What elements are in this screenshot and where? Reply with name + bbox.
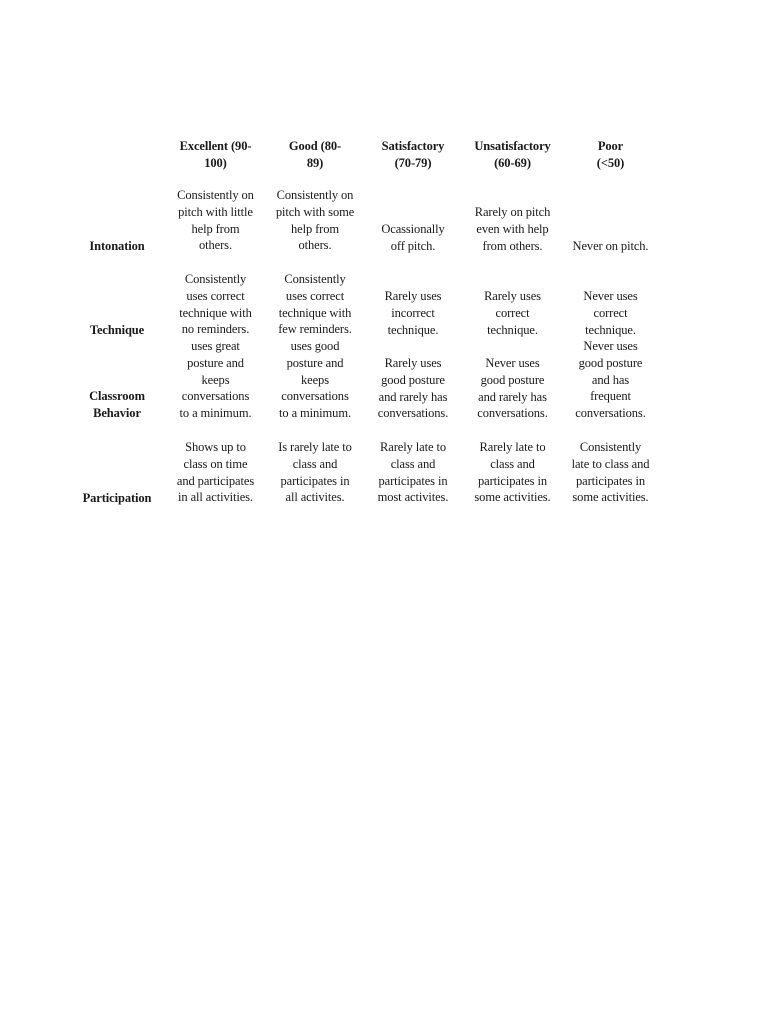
header-good: Good (80- 89) [288,139,342,170]
header-satisfactory: Satisfactory (70-79) [381,139,445,170]
table-cell: Is rarely late to class and participates in all activites. [278,440,352,505]
table-cell: Rarely late to class and participates in most activites. [377,440,449,505]
table-cell: Rarely uses incorrect technique. [384,289,442,337]
header-excellent: Excellent (90- 100) [179,139,252,170]
header-poor: Poor (<50) [596,139,625,170]
table-cell: Consistently late to class and participates in some activities. [571,440,650,505]
table-cell: Never on pitch. [572,239,649,253]
table-cell: Consistently uses correct technique with few reminders. [278,272,352,337]
row-label-participation: Participation [82,491,152,505]
table-cell: Never uses good posture and has frequent conversations. [575,339,646,421]
row-label-classroom-behavior: Classroom Behavior [89,389,145,420]
table-cell: Shows up to class on time and participates in all activities. [176,440,255,505]
table-cell: Rarely uses correct technique. [484,289,541,337]
table-cell: Rarely uses good posture and rarely has conversations. [377,356,449,421]
table-cell: Consistently uses correct technique with no reminders. [179,272,252,337]
table-cell: uses great posture and keeps conversations to a minimum. [179,339,252,421]
table-cell: Rarely late to class and participates in some activities. [474,440,551,505]
row-label-technique: Technique [89,323,145,337]
table-cell: Never uses correct technique. [583,289,638,337]
row-label-intonation: Intonation [89,239,145,253]
header-unsatisfactory: Unsatisfactory (60-69) [474,139,551,170]
table-cell: Rarely on pitch even with help from others. [474,205,551,253]
table-cell: Consistently on pitch with some help from others. [275,188,355,253]
table-cell: uses good posture and keeps conversations to a minimum. [279,339,351,421]
table-cell: Ocassionally off pitch. [381,222,445,253]
table-cell: Consistently on pitch with little help from others. [177,188,254,253]
table-cell: Never uses good posture and rarely has conversations. [477,356,548,421]
